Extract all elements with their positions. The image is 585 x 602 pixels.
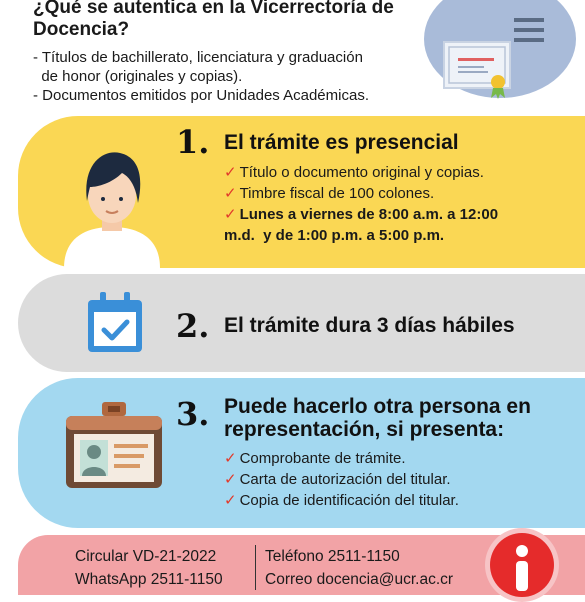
footer-whatsapp: WhatsApp 2511-1150: [75, 571, 223, 588]
check-icon: ✓: [224, 450, 237, 467]
list-item: ✓ Copia de identificación del titular.: [224, 492, 459, 509]
list-item: ✓ Lunes a viernes de 8:00 a.m. a 12:00: [224, 206, 499, 223]
step2-number: 2.: [176, 307, 210, 345]
header-list-item: - Documentos emitidos por Unidades Académicas.: [33, 87, 369, 104]
step1-number: 1.: [176, 123, 210, 161]
list-item-continuation: m.d. y de 1:00 p.m. a 5:00 p.m.: [224, 227, 445, 244]
header-list-item: de honor (originales y copias).: [33, 68, 243, 85]
header-list-item: - Títulos de bachillerato, licenciatura y graduación: [33, 49, 363, 66]
footer-divider: [255, 545, 256, 590]
check-icon: ✓: [224, 164, 237, 181]
footer-correo: Correo docencia@ucr.ac.cr: [265, 571, 454, 588]
list-item: ✓ Carta de autorización del titular.: [224, 471, 451, 488]
header-title: ¿Qué se autentica en la Vicerrectoría de Docencia?: [33, 0, 394, 40]
step1-title: El trámite es presencial: [224, 131, 459, 154]
step3-number: 3.: [176, 395, 210, 433]
info-icon: [490, 533, 554, 597]
info-glyph: [490, 533, 554, 597]
footer-circular: Circular VD-21-2022: [75, 548, 217, 565]
check-icon: ✓: [224, 206, 237, 223]
calendar-check-icon: [84, 290, 146, 356]
certificate-icon: [436, 10, 556, 100]
step1-list: [224, 162, 498, 246]
step3-title-line1: Puede hacerlo otra persona en: [224, 395, 531, 418]
person-icon: [62, 143, 162, 268]
step3-list: [224, 448, 459, 511]
id-badge-icon: [64, 402, 164, 492]
list-item: ✓ Título o documento original y copias.: [224, 164, 484, 181]
step2-title: El trámite dura 3 días hábiles: [224, 314, 515, 337]
footer-telefono: Teléfono 2511-1150: [265, 548, 400, 565]
list-item: ✓ Timbre fiscal de 100 colones.: [224, 185, 435, 202]
header-list: [33, 48, 433, 105]
step3-title-line2: representación, si presenta:: [224, 418, 505, 441]
check-icon: ✓: [224, 185, 237, 202]
check-icon: ✓: [224, 471, 237, 488]
list-item: ✓ Comprobante de trámite.: [224, 450, 406, 467]
check-icon: ✓: [224, 492, 237, 509]
